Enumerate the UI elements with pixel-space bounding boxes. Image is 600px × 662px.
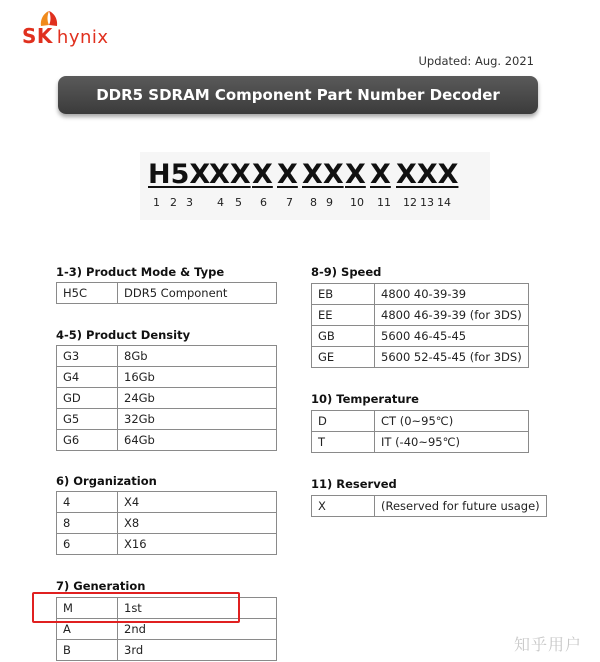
code-cell: A <box>57 619 118 640</box>
section-title-generation: 7) Generation <box>56 579 146 593</box>
table-row <box>57 283 277 304</box>
code-position: 12 <box>403 196 417 209</box>
code-cell: G3 <box>57 346 118 367</box>
value-cell: 32Gb <box>118 409 277 430</box>
section-title-speed: 8-9) Speed <box>311 265 382 279</box>
code-cell: EE <box>312 305 375 326</box>
table-row <box>57 513 277 534</box>
table-row <box>57 409 277 430</box>
sk-hynix-logo <box>22 10 132 50</box>
code-position: 11 <box>377 196 391 209</box>
code-position: 14 <box>437 196 451 209</box>
code-position: 10 <box>350 196 364 209</box>
updated-date: Updated: Aug. 2021 <box>418 54 534 68</box>
code-position: 7 <box>286 196 293 209</box>
value-cell: X4 <box>118 492 277 513</box>
value-cell: X8 <box>118 513 277 534</box>
table-row <box>57 492 277 513</box>
reserved-table <box>311 495 547 517</box>
table-row <box>57 388 277 409</box>
code-cell: 4 <box>57 492 118 513</box>
density-table <box>56 345 277 451</box>
table-row <box>312 496 547 517</box>
value-cell: X16 <box>118 534 277 555</box>
section-title-reserved: 11) Reserved <box>311 477 397 491</box>
code-position: 8 <box>310 196 317 209</box>
table-row <box>312 284 529 305</box>
value-cell: 64Gb <box>118 430 277 451</box>
code-segment: X <box>345 159 366 190</box>
brand-sk: SK <box>22 24 53 48</box>
table-row <box>57 640 277 661</box>
code-cell: H5C <box>57 283 118 304</box>
code-cell: 8 <box>57 513 118 534</box>
code-cell: X <box>312 496 375 517</box>
value-cell: 24Gb <box>118 388 277 409</box>
value-cell: CT (0~95℃) <box>375 411 529 432</box>
code-position: 4 <box>217 196 224 209</box>
code-cell: G5 <box>57 409 118 430</box>
code-segment: X <box>370 159 391 190</box>
code-cell: EB <box>312 284 375 305</box>
code-cell: D <box>312 411 375 432</box>
organization-table <box>56 491 277 555</box>
code-position: 6 <box>260 196 267 209</box>
value-cell: 4800 46-39-39 (for 3DS) <box>375 305 529 326</box>
table-row <box>312 432 529 453</box>
product-mode-table <box>56 282 277 304</box>
code-segment: XXX <box>396 159 459 190</box>
table-row <box>312 305 529 326</box>
value-cell: 3rd <box>118 640 277 661</box>
code-position: 13 <box>420 196 434 209</box>
code-cell: GE <box>312 347 375 368</box>
table-row <box>57 430 277 451</box>
code-cell: GB <box>312 326 375 347</box>
value-cell: 4800 40-39-39 <box>375 284 529 305</box>
part-number-code <box>140 152 490 220</box>
generation-highlight-box <box>32 592 240 623</box>
value-cell: 2nd <box>118 619 277 640</box>
section-title-density: 4-5) Product Density <box>56 328 191 342</box>
table-row <box>312 347 529 368</box>
code-cell: GD <box>57 388 118 409</box>
brand-wordmark <box>22 24 109 48</box>
code-cell: B <box>57 640 118 661</box>
code-segment: XX <box>209 159 251 190</box>
table-row <box>312 411 529 432</box>
brand-hynix: hynix <box>56 27 109 48</box>
code-cell: M <box>57 598 118 619</box>
value-cell: IT (-40~95℃) <box>375 432 529 453</box>
table-row <box>57 534 277 555</box>
code-segment: X <box>252 159 273 190</box>
value-cell: 1st <box>118 598 277 619</box>
temperature-table <box>311 410 529 453</box>
value-cell: 8Gb <box>118 346 277 367</box>
table-row <box>57 346 277 367</box>
value-cell: (Reserved for future usage) <box>375 496 547 517</box>
code-cell: T <box>312 432 375 453</box>
value-cell: 5600 46-45-45 <box>375 326 529 347</box>
value-cell: 5600 52-45-45 (for 3DS) <box>375 347 529 368</box>
table-row <box>57 367 277 388</box>
code-segment: XX <box>302 159 344 190</box>
code-cell: G6 <box>57 430 118 451</box>
code-position: 5 <box>235 196 242 209</box>
watermark: 知乎用户 <box>513 635 582 654</box>
code-cell: 6 <box>57 534 118 555</box>
code-position: 9 <box>326 196 333 209</box>
code-segment: H5X <box>148 159 211 190</box>
section-title-temperature: 10) Temperature <box>311 392 419 406</box>
code-cell: G4 <box>57 367 118 388</box>
section-title-organization: 6) Organization <box>56 474 157 488</box>
speed-table <box>311 283 529 368</box>
page-title: DDR5 SDRAM Component Part Number Decoder <box>58 76 538 114</box>
value-cell: DDR5 Component <box>118 283 277 304</box>
code-position: 2 <box>170 196 177 209</box>
code-segment: X <box>277 159 298 190</box>
value-cell: 16Gb <box>118 367 277 388</box>
code-position: 1 <box>153 196 160 209</box>
code-position: 3 <box>186 196 193 209</box>
table-row <box>312 326 529 347</box>
section-title-product-mode: 1-3) Product Mode & Type <box>56 265 225 279</box>
